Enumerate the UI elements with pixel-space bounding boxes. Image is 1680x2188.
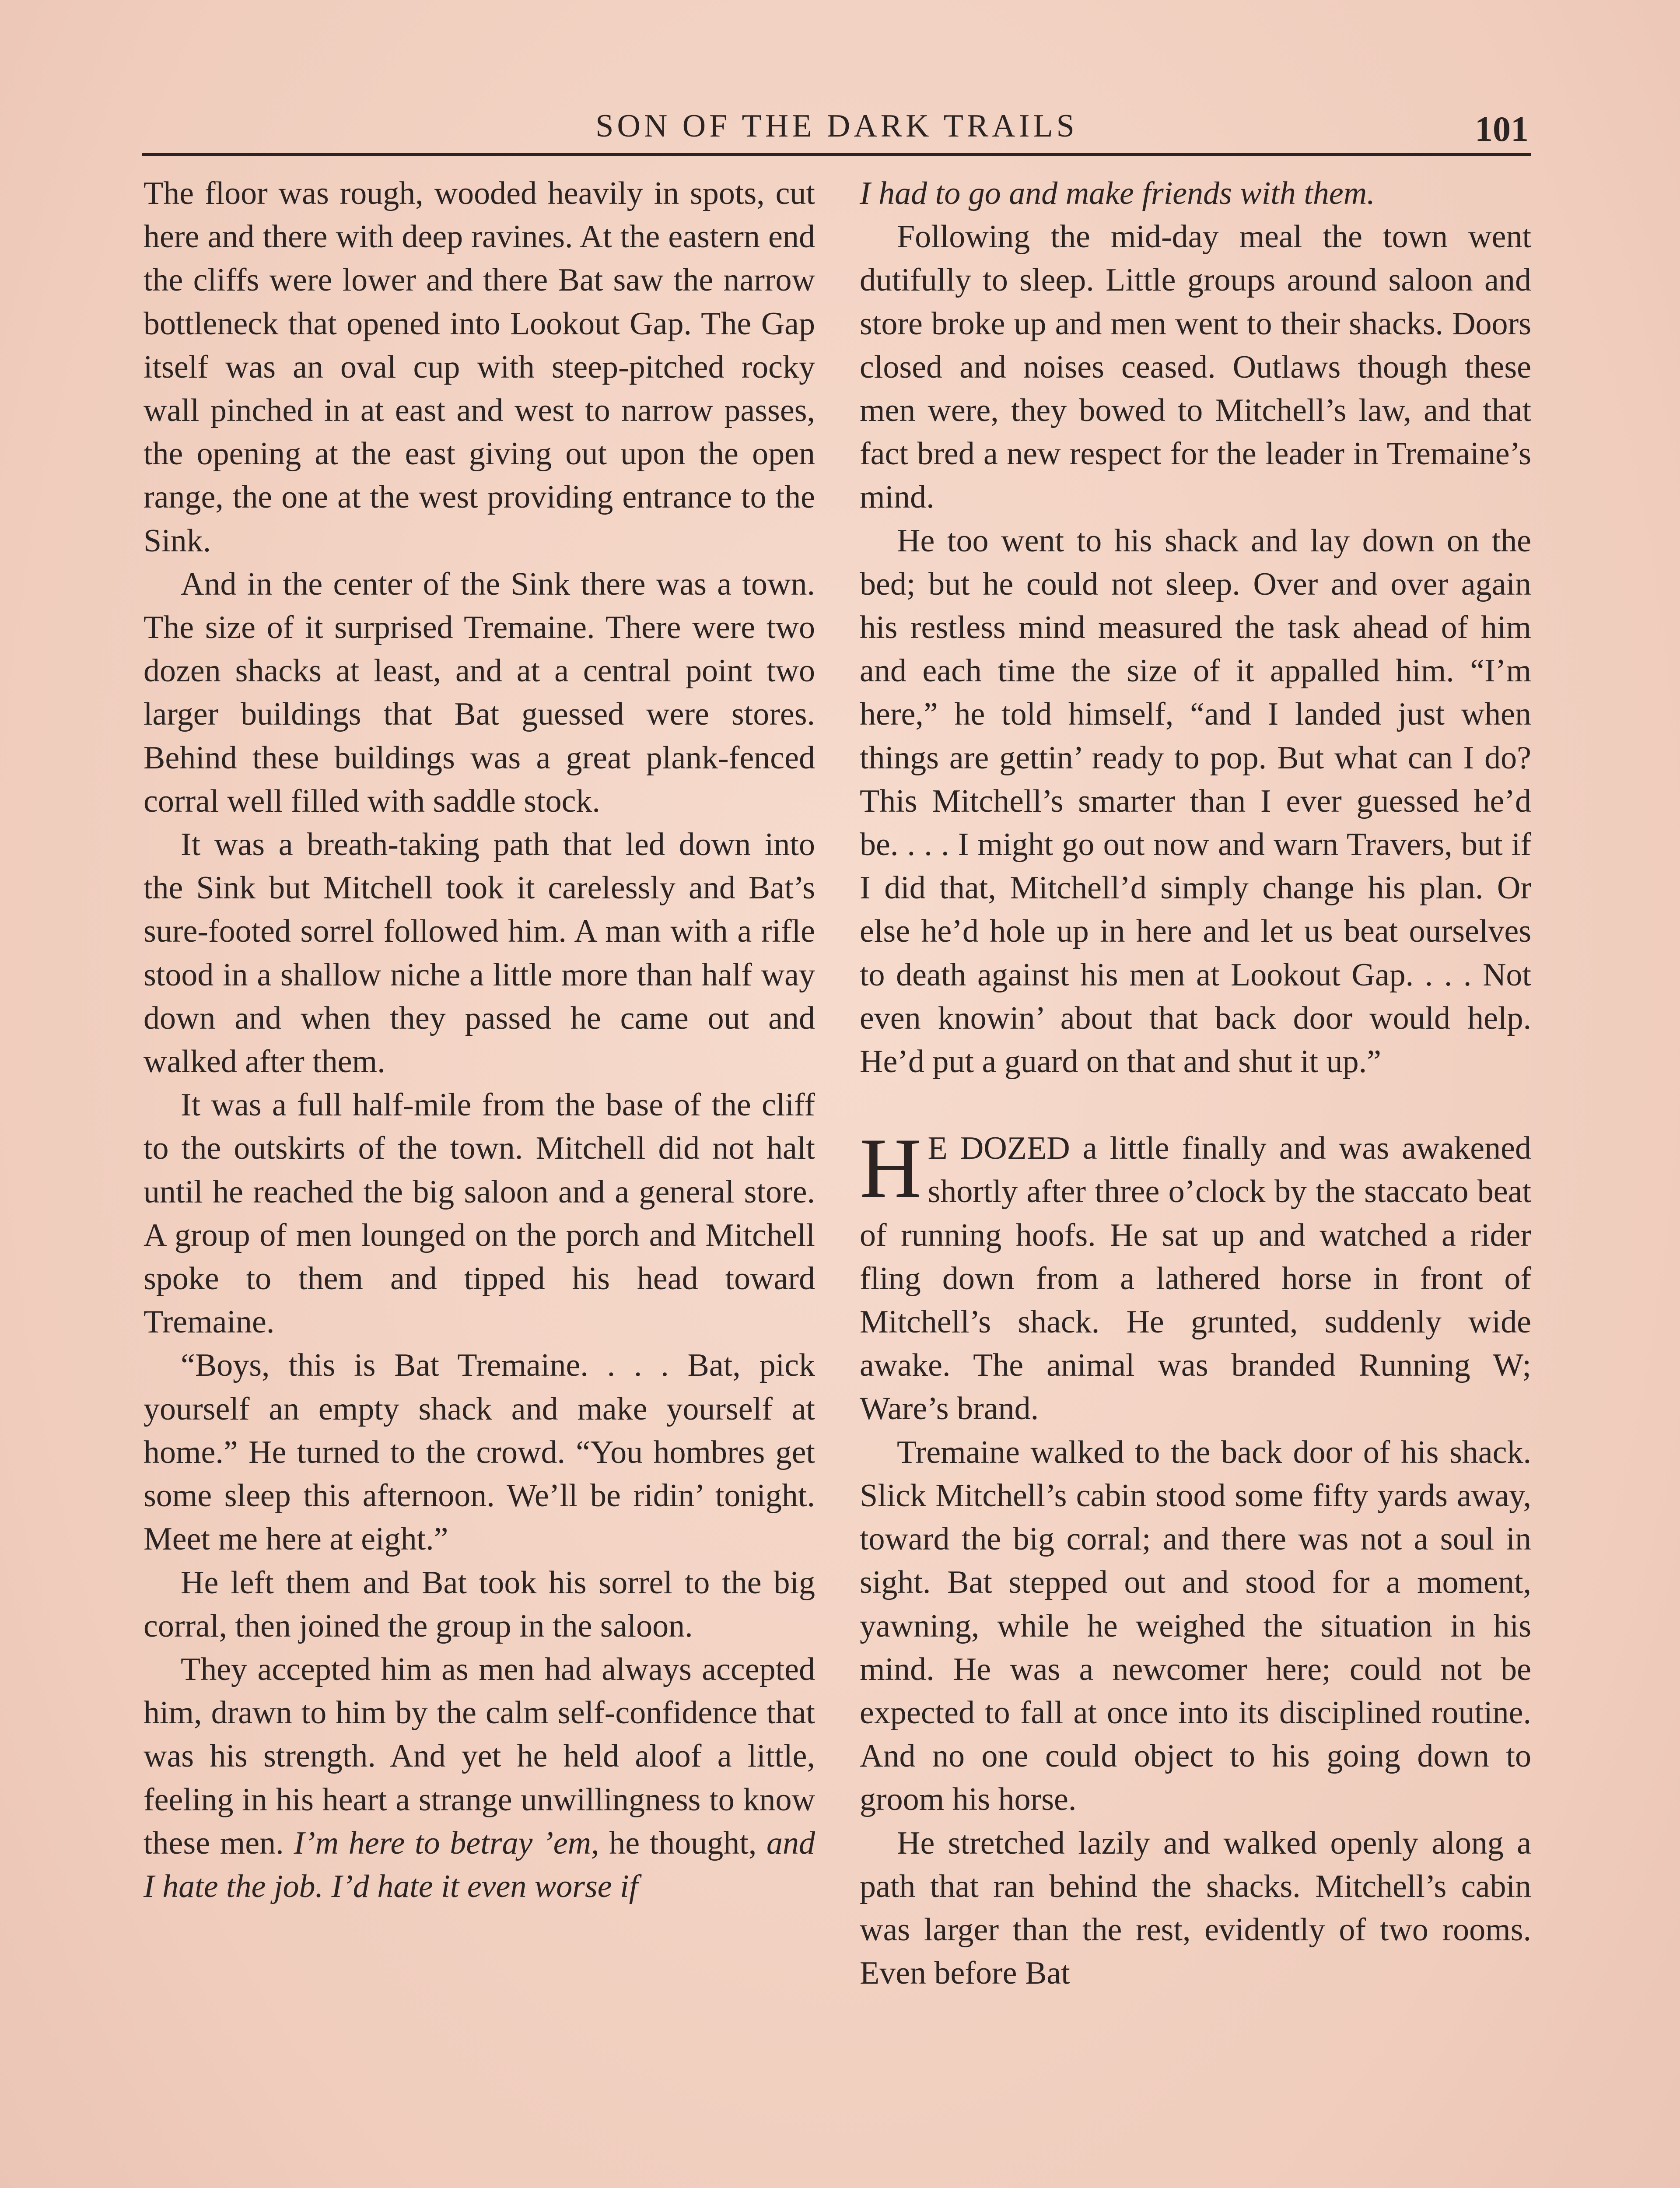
paragraph: The floor was rough, wooded heavily in spots, cut here and there with deep ravines. At the eastern end the cliffs were lower and there Bat saw the narrow bottleneck that opened into Lookout Gap. The Gap itself was an oval cup with steep-pitched rocky wall pinched in at east and west to narrow passes, the opening at the east giving out upon the open range, the one at the west providing entrance to the Sink. — [144, 175, 815, 559]
italic-continuation — [860, 172, 1531, 215]
left-column — [144, 172, 815, 1908]
italic-thought: and I hate the job. I’d hate it even worse if — [144, 1825, 816, 1904]
italic-thought: I had to go and make friends with them. — [860, 175, 1375, 211]
running-title: SON OF THE DARK TRAILS — [595, 108, 1078, 144]
paragraph: He too went to his shack and lay down on the bed; but he could not sleep. Over and over again his restless mind measured the task ahead of him and each time the size of it appalled him. “I’m here,” he told himself, “and I landed just when things are gettin’ ready to pop. But what can I do? This Mitchell’s smarter than I ever guessed he’d be. . . . I might go out now and warn Travers, but if I did that, Mitchell’d simply change his plan. Or else he’d hole up in here and let us beat ourselves to death against his men at Lookout Gap. . . . Not even knowin’ about that back door would help. He’d put a guard on that and shut it up.” — [860, 522, 1531, 1080]
paragraph: And in the center of the Sink there was a town. The size of it surprised Tremaine. There were two dozen shacks at least, and at a central point two larger buildings that Bat guessed were stores. Behind these buildings was a great plank-fenced corral well filled with saddle stock. — [144, 566, 815, 819]
running-header — [142, 105, 1531, 156]
paragraph: It was a full half-mile from the base of the cliff to the outskirts of the town. Mitchell did not halt until he reached the big saloon and a general store. A group of men lounged on the porch and Mitchell spoke to them and tipped his head toward Tremaine. — [144, 1087, 815, 1340]
right-column — [860, 172, 1531, 1995]
paragraph-with-italic-thought — [144, 1648, 815, 1908]
paragraph: It was a breath-taking path that led down into the Sink but Mitchell took it carelessly and Bat’s sure-footed sorrel followed him. A man with a rifle stood in a shallow niche a little more than half way down and when they passed he came out and walked after them. — [144, 827, 815, 1080]
paragraph-text: They accepted him as men had always accepted him, drawn to him by the calm self-confidence that was his strength. And yet he held aloof a little, feeling in his heart a strange unwillingness to know these men. — [144, 1651, 815, 1861]
paragraph: He stretched lazily and walked openly along a path that ran behind the shacks. Mitchell’s cabin was larger than the rest, evidently of two rooms. Even before Bat — [860, 1825, 1531, 1992]
section-break — [860, 1083, 1531, 1127]
paragraph: He left them and Bat took his sorrel to the big corral, then joined the group in the saloon. — [144, 1564, 815, 1644]
paragraph: Following the mid-day meal the town went dutifully to sleep. Little groups around saloon and store broke up and men went to their shacks. Doors closed and noises ceased. Outlaws though these men were, they bowed to Mitchell’s law, and that fact bred a new respect for the leader in Tremaine’s mind. — [860, 219, 1531, 515]
paragraph-text: he thought, — [609, 1825, 757, 1861]
paragraph-text: E DOZED a little finally and was awakened shortly after three o’clock by the staccato beat of running hoofs. He sat up and watched a rider fling down from a lathered horse in front of Mitchell’s shack. He grunted, suddenly wide awake. The animal was branded Running W; Ware’s brand. — [860, 1130, 1531, 1427]
drop-cap: H — [860, 1121, 922, 1216]
paragraph-with-drop-cap — [860, 1121, 1531, 1431]
page-number: 101 — [1475, 109, 1529, 149]
paragraph: Tremaine walked to the back door of his shack. Slick Mitchell’s cabin stood some fifty yards away, toward the big corral; and there was not a soul in sight. Bat stepped out and stood for a moment, yawning, while he weighed the situation in his mind. He was a newcomer here; could not be expected to fall at once into its disciplined routine. And no one could object to his going down to groom his horse. — [860, 1434, 1531, 1818]
italic-thought: I’m here to betray ’em, — [294, 1825, 599, 1861]
paragraph: “Boys, this is Bat Tremaine. . . . Bat, pick yourself an empty shack and make yourself at home.” He turned to the crowd. “You hombres get some sleep this afternoon. We’ll be ridin’ tonight. Meet me here at eight.” — [144, 1347, 815, 1557]
